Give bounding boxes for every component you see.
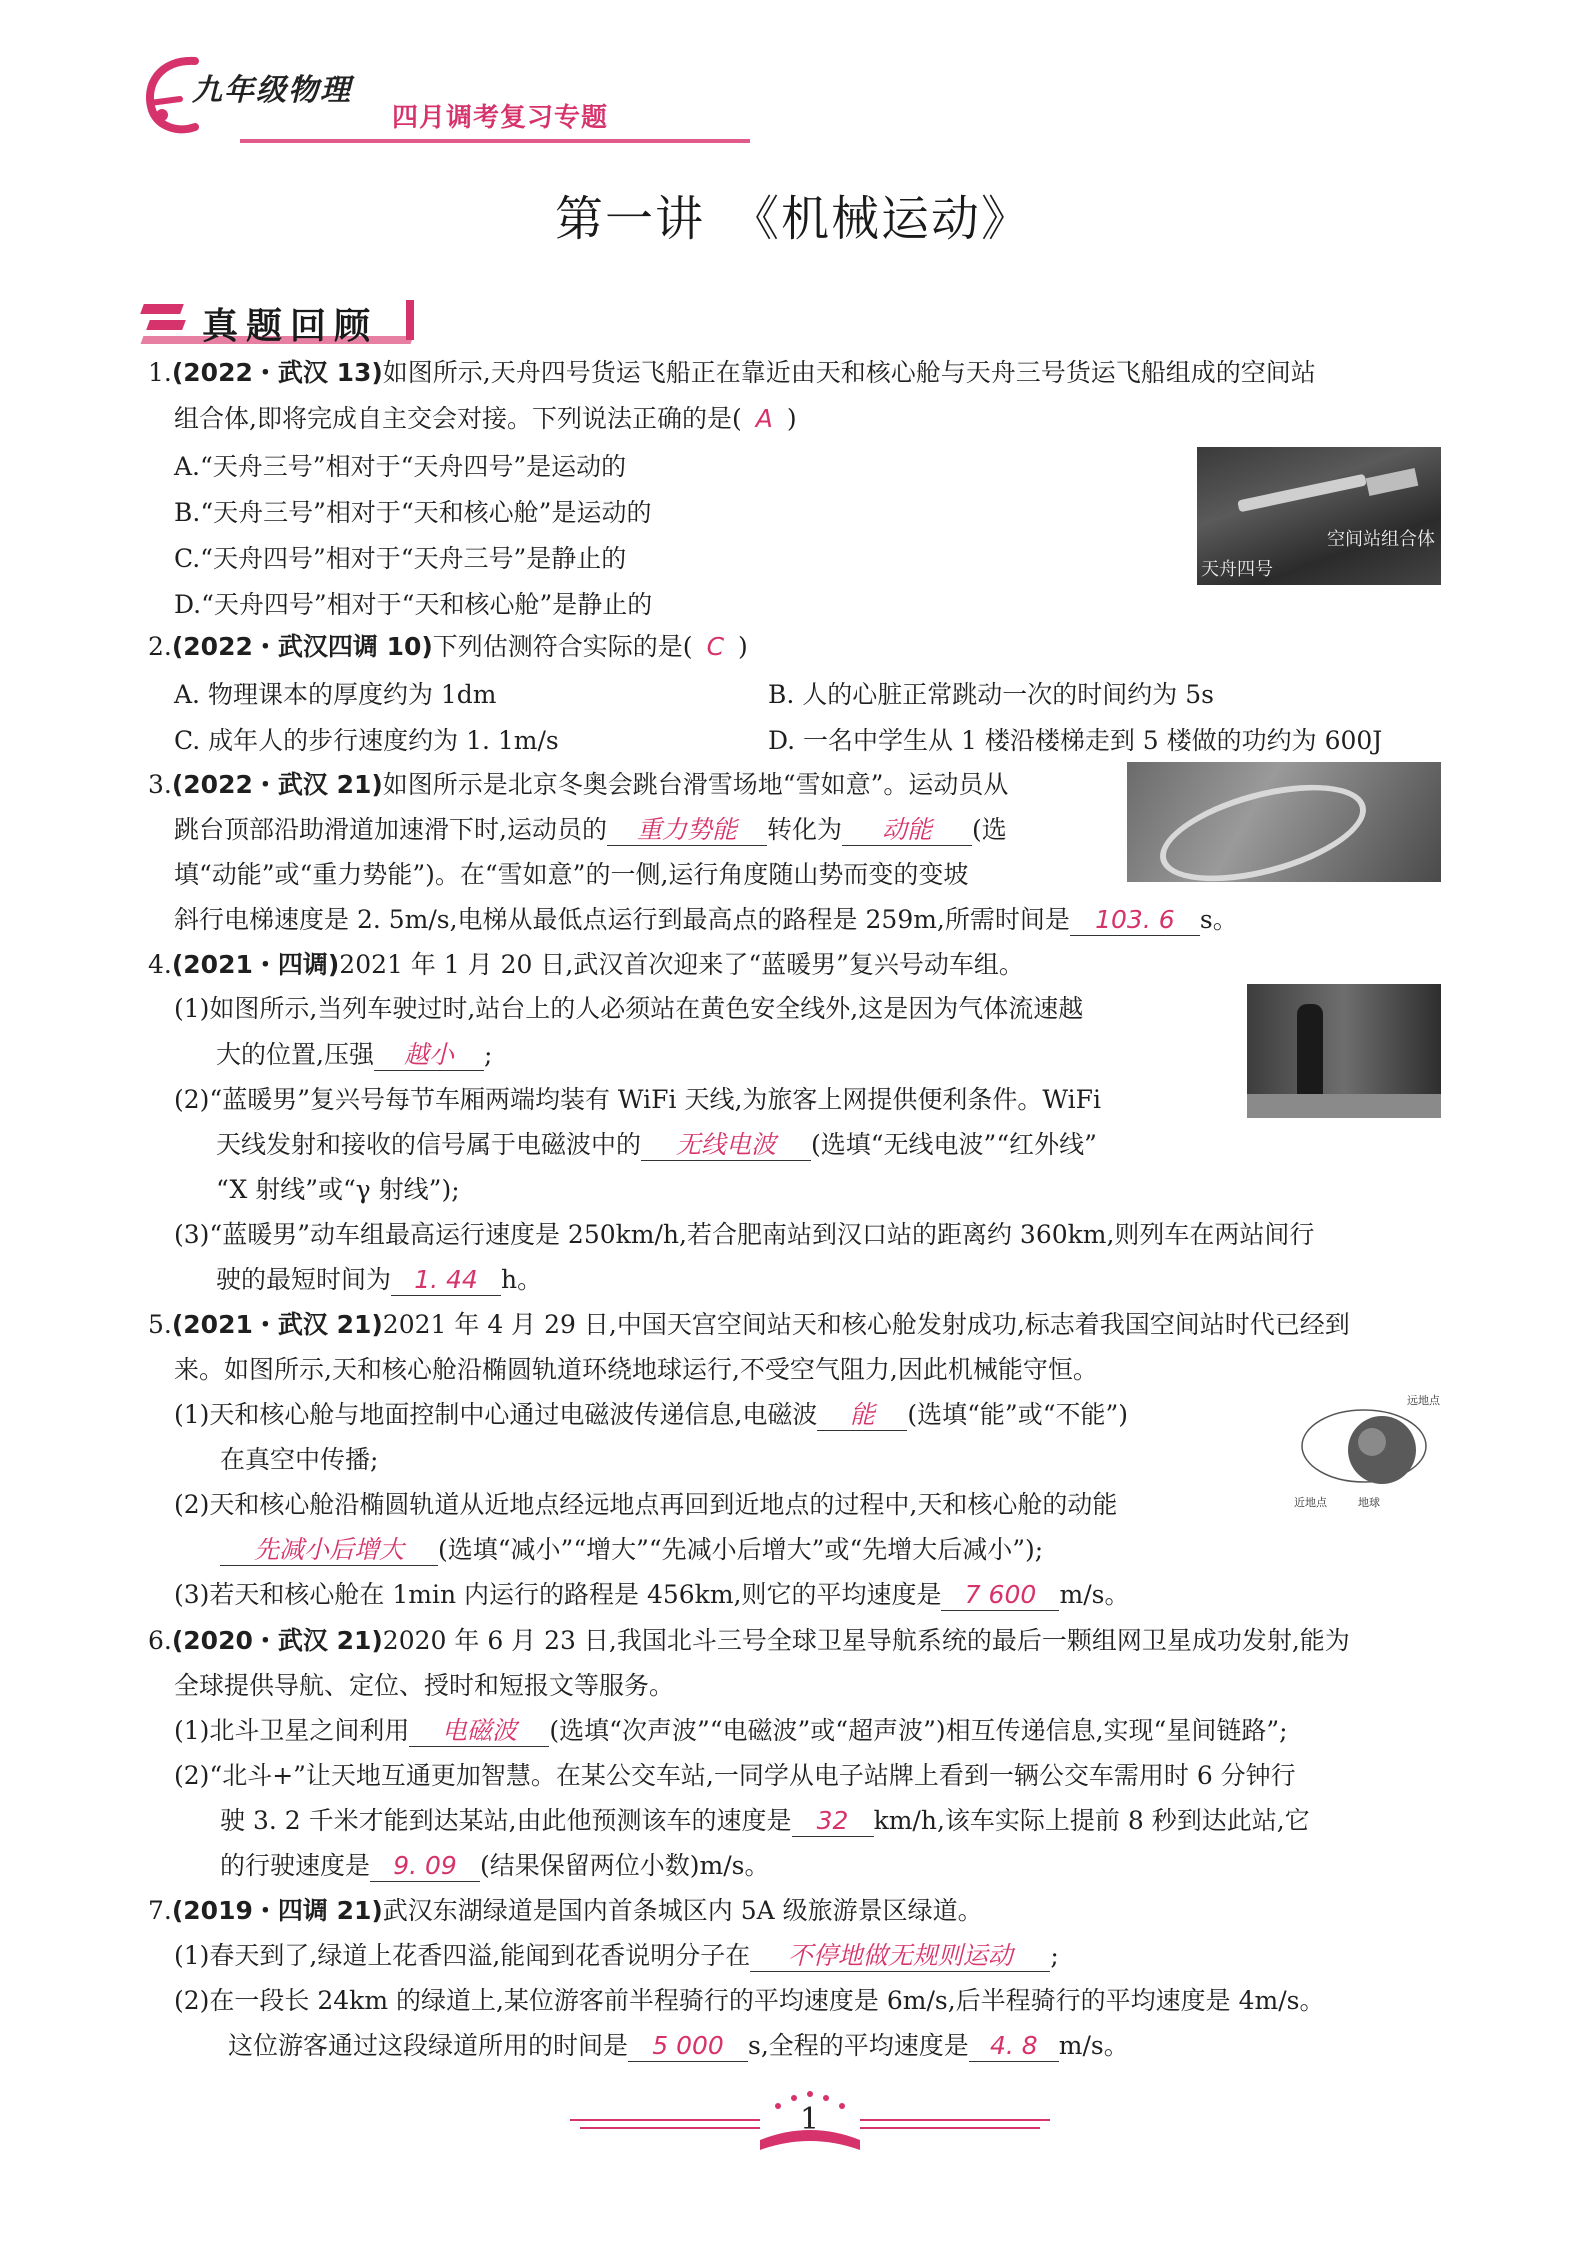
page-footer [560, 2090, 1060, 2160]
q4-part1-line1: (1)如图所示,当列车驶过时,站台上的人必须站在黄色安全线外,这是因为气体流速越 [174, 994, 1084, 1023]
q5-part2-line2: 先减小后增大 (选填“减小”“增大”“先减小后增大”或“先增大后减小”); [220, 1535, 1043, 1566]
q7-part2-line2: 这位游客通过这段绿道所用的时间是 5 000 s,全程的平均速度是 4. 8 m/s。 [228, 2031, 1129, 2060]
q4-part2-line2: 天线发射和接收的信号属于电磁波中的 无线电波 (选填“无线电波”“红外线” [216, 1130, 1097, 1159]
q5-part3: (3)若天和核心舱在 1min 内运行的路程是 456km,则它的平均速度是 7 600 m/s。 [174, 1580, 1130, 1609]
q3-answer-2: 动能 [842, 815, 972, 846]
q3-line4: 斜行电梯速度是 2. 5m/s,电梯从最低点运行到最高点的路程是 259m,所需时间是 103. 6 s。 [174, 905, 1238, 934]
q7-stem: 7.(2019・四调 21)武汉东湖绿道是国内首条城区内 5A 级旅游景区绿道。 [148, 1896, 983, 1925]
q5-line1: 5.(2021・武汉 21)2021 年 4 月 29 日,中国天宫空间站天和核心舱发射成功,标志着我国空间站时代已经到 [148, 1310, 1350, 1339]
header-topic: 四月调考复习专题 [392, 103, 609, 133]
q7-answer-3: 4. 8 [969, 2031, 1059, 2062]
q1-spacecraft-image: 空间站组合体 天舟四号 [1197, 447, 1441, 585]
q6-part2-line3: 的行驶速度是 9. 09 (结果保留两位小数)m/s。 [220, 1851, 770, 1880]
q1-line1: 1.(2022・武汉 13)如图所示,天舟四号货运飞船正在靠近由天和核心舱与天舟三号货运飞船组成的空间站 [148, 358, 1316, 387]
q4-answer-1: 越小 [374, 1040, 484, 1071]
q6-part2-line2: 驶 3. 2 千米才能到达某站,由此他预测该车的速度是 32 km/h,该车实际上提前 8 秒到达此站,它 [220, 1806, 1310, 1835]
q4-part1-line2: 大的位置,压强 越小 ; [216, 1040, 493, 1069]
q3-answer-1: 重力势能 [607, 815, 767, 846]
header-grade: 九年级物理 [192, 73, 352, 108]
q4-part2-line1: (2)“蓝暖男”复兴号每节车厢两端均装有 WiFi 天线,为旅客上网提供便利条件。WiFi [174, 1085, 1102, 1114]
q2-option-c: C. 成年人的步行速度约为 1. 1m/s [174, 726, 559, 755]
page-header [140, 55, 620, 135]
q7-answer-1: 不停地做无规则运动 [750, 1941, 1050, 1972]
q4-answer-3: 1. 44 [391, 1265, 501, 1296]
q2-answer: C [706, 632, 725, 661]
q5-answer-3: 7 600 [941, 1580, 1059, 1611]
q3-line1: 3.(2022・武汉 21)如图所示是北京冬奥会跳台滑雪场地“雪如意”。运动员从 [148, 770, 1009, 799]
q4-part3-line1: (3)“蓝暖男”动车组最高运行速度是 250km/h,若合肥南站到汉口站的距离约 360km,则列车在两站间行 [174, 1220, 1315, 1249]
section-label: 真题回顾 [202, 306, 379, 347]
q1-option-c: C.“天舟四号”相对于“天舟三号”是静止的 [174, 544, 627, 573]
q5-orbit-diagram: 远地点 近地点 地球 [1292, 1390, 1442, 1514]
q5-part2-line1: (2)天和核心舱沿椭圆轨道从近地点经远地点再回到近地点的过程中,天和核心舱的动能 [174, 1490, 1118, 1519]
q5-line2: 来。如图所示,天和核心舱沿椭圆轨道环绕地球运行,不受空气阻力,因此机械能守恒。 [174, 1355, 1098, 1384]
q3-answer-3: 103. 6 [1070, 905, 1200, 936]
q4-part3-line2: 驶的最短时间为 1. 44 h。 [216, 1265, 543, 1294]
q3-line3: 填“动能”或“重力势能”)。在“雪如意”的一侧,运行角度随山势而变的变坡 [174, 860, 969, 889]
q6-answer-3: 9. 09 [370, 1851, 480, 1882]
q1-option-a: A.“天舟三号”相对于“天舟四号”是运动的 [174, 452, 627, 481]
q1-option-b: B.“天舟三号”相对于“天和核心舱”是运动的 [174, 498, 652, 527]
q2-option-d: D. 一名中学生从 1 楼沿楼梯走到 5 楼做的功约为 600J [768, 726, 1383, 755]
q1-answer: A [755, 404, 773, 433]
q7-part1: (1)春天到了,绿道上花香四溢,能闻到花香说明分子在 不停地做无规则运动 ; [174, 1941, 1059, 1970]
q4-answer-2: 无线电波 [641, 1130, 811, 1161]
header-divider [240, 139, 750, 143]
section-heading [142, 298, 422, 350]
q6-line2: 全球提供导航、定位、授时和短报文等服务。 [174, 1671, 675, 1700]
q7-part2-line1: (2)在一段长 24km 的绿道上,某位游客前半程骑行的平均速度是 6m/s,后半程骑行的平均速度是 4m/s。 [174, 1986, 1325, 2015]
q3-line2: 跳台顶部沿助滑道加速滑下时,运动员的 重力势能 转化为 动能 (选 [174, 815, 1007, 844]
q6-part2-line1: (2)“北斗+”让天地互通更加智慧。在某公交车站,一同学从电子站牌上看到一辆公交车需用时 6 分钟行 [174, 1761, 1296, 1790]
q6-answer-1: 电磁波 [409, 1716, 549, 1747]
q5-answer-2: 先减小后增大 [220, 1535, 438, 1566]
page-number: 1 [800, 2102, 820, 2137]
q2-option-a: A. 物理课本的厚度约为 1dm [174, 680, 497, 709]
q4-stem: 4.(2021・四调)2021 年 1 月 20 日,武汉首次迎来了“蓝暖男”复兴号动车组。 [148, 950, 1024, 979]
q4-platform-image [1247, 984, 1441, 1118]
q5-part1-line2: 在真空中传播; [220, 1445, 379, 1474]
page-title: 第一讲 《机械运动》 [554, 191, 1031, 247]
q1-line2: 组合体,即将完成自主交会对接。下列说法正确的是( A ) [174, 404, 797, 433]
q4-part2-line3: “X 射线”或“γ 射线”); [216, 1175, 460, 1204]
q2-option-b: B. 人的心脏正常跳动一次的时间约为 5s [768, 680, 1214, 709]
q6-answer-2: 32 [792, 1806, 874, 1837]
q6-part1: (1)北斗卫星之间利用 电磁波 (选填“次声波”“电磁波”或“超声波”)相互传递信息,实现“星间链路”; [174, 1716, 1288, 1745]
q3-ski-jump-image [1127, 762, 1441, 882]
q5-answer-1: 能 [817, 1400, 907, 1431]
q7-answer-2: 5 000 [628, 2031, 748, 2062]
q2-stem: 2.(2022・武汉四调 10)下列估测符合实际的是( C ) [148, 632, 748, 661]
q6-line1: 6.(2020・武汉 21)2020 年 6 月 23 日,我国北斗三号全球卫星导航系统的最后一颗组网卫星成功发射,能为 [148, 1626, 1350, 1655]
q5-part1-line1: (1)天和核心舱与地面控制中心通过电磁波传递信息,电磁波 能 (选填“能”或“不能”) [174, 1400, 1129, 1429]
q1-option-d: D.“天舟四号”相对于“天和核心舱”是静止的 [174, 590, 653, 619]
